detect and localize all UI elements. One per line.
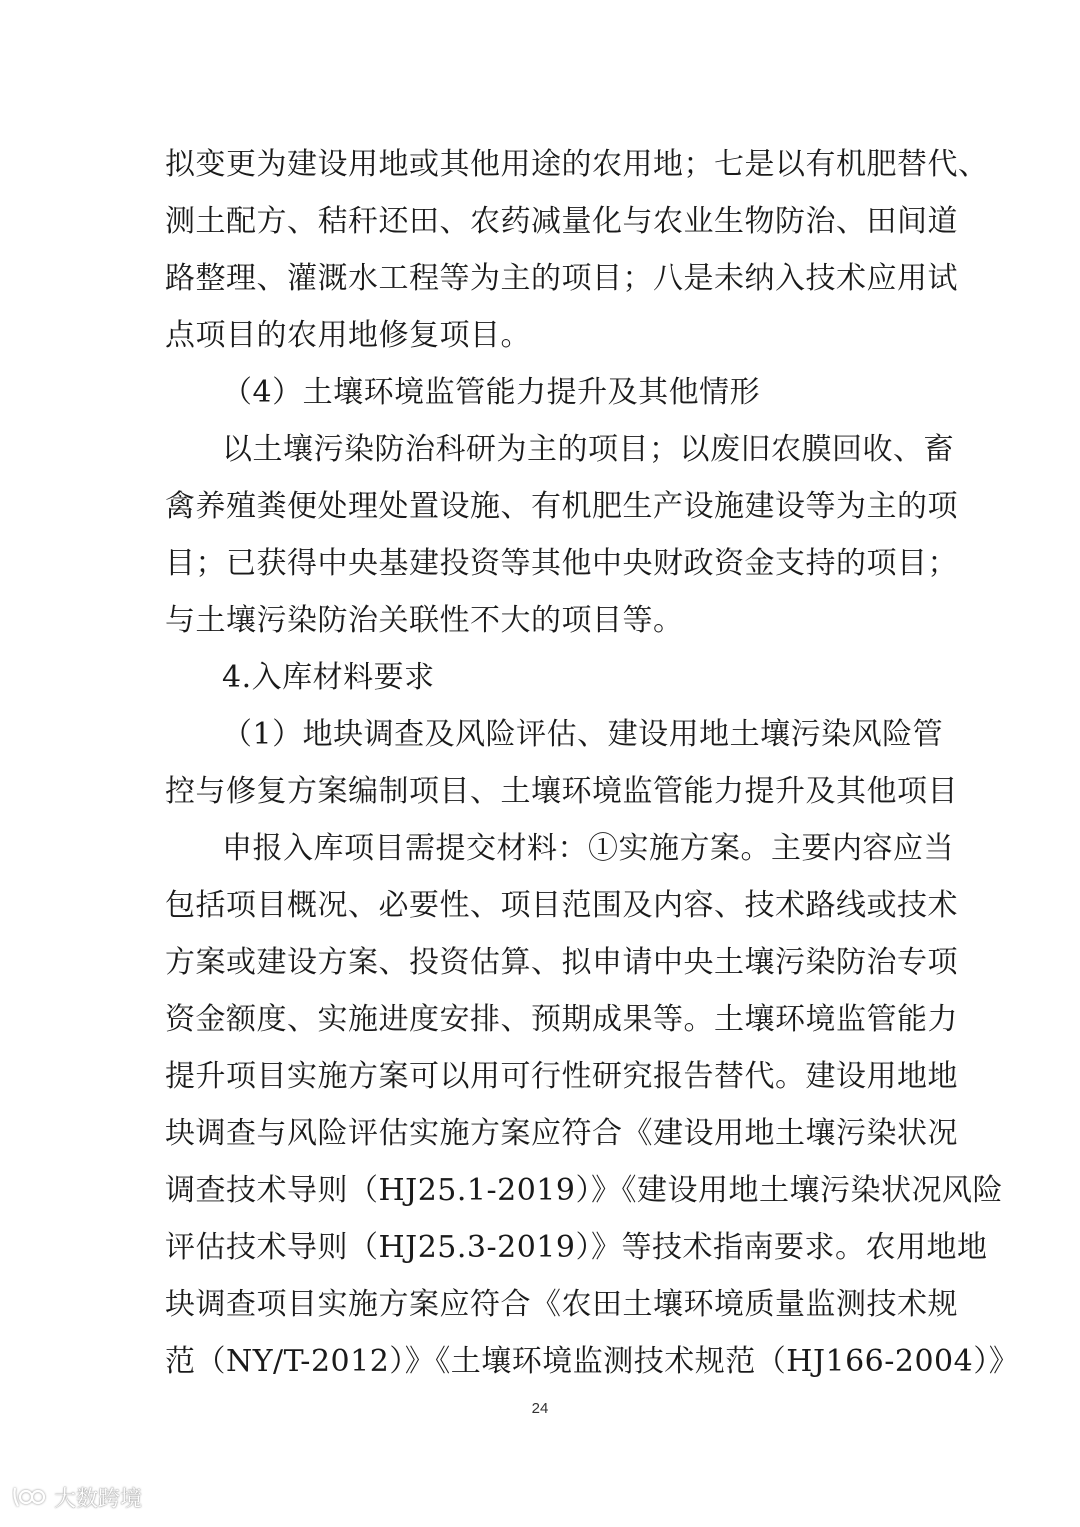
watermark bbox=[12, 1480, 142, 1514]
text-line: 目；已获得中央基建投资等其他中央财政资金支持的项目； bbox=[165, 546, 958, 581]
section-heading: （4）土壤环境监管能力提升及其他情形 bbox=[222, 375, 761, 410]
text-line: 以土壤污染防治科研为主的项目；以废旧农膜回收、畜 bbox=[222, 432, 954, 467]
text-line: 点项目的农用地修复项目。 bbox=[165, 318, 531, 353]
text-line: 评估技术导则（HJ25.3-2019）》等技术指南要求。农用地地 bbox=[165, 1230, 988, 1265]
brand-logo-icon bbox=[12, 1482, 48, 1512]
text-line: 范（NY/T-2012）》《土壤环境监测技术规范（HJ166-2004）》 bbox=[165, 1344, 1020, 1379]
text-line: 调查技术导则（HJ25.1-2019）》《建设用地土壤污染状况风险 bbox=[165, 1173, 1003, 1208]
text-line: 拟变更为建设用地或其他用途的农用地；七是以有机肥替代、 bbox=[165, 147, 989, 182]
text-line: 禽养殖粪便处理处置设施、有机肥生产设施建设等为主的项 bbox=[165, 489, 958, 524]
text-line: 路整理、灌溉水工程等为主的项目；八是未纳入技术应用试 bbox=[165, 261, 958, 296]
text-line: 包括项目概况、必要性、项目范围及内容、技术路线或技术 bbox=[165, 888, 958, 923]
text-line: 控与修复方案编制项目、土壤环境监管能力提升及其他项目 bbox=[165, 774, 958, 809]
text-line: 提升项目实施方案可以用可行性研究报告替代。建设用地地 bbox=[165, 1059, 958, 1094]
section-heading: 4.入库材料要求 bbox=[222, 660, 435, 695]
text-line: 测土配方、秸秆还田、农药减量化与农业生物防治、田间道 bbox=[165, 204, 958, 239]
subsection-heading: （1）地块调查及风险评估、建设用地土壤污染风险管 bbox=[222, 717, 944, 752]
page-number: 24 bbox=[531, 1400, 549, 1417]
text-line: 与土壤污染防治关联性不大的项目等。 bbox=[165, 603, 684, 638]
text-line: 块调查与风险评估实施方案应符合《建设用地土壤污染状况 bbox=[165, 1116, 958, 1151]
text-line: 资金额度、实施进度安排、预期成果等。土壤环境监管能力 bbox=[165, 1002, 958, 1037]
watermark-text: 大数跨境 bbox=[54, 1486, 143, 1512]
text-line: 申报入库项目需提交材料：①实施方案。主要内容应当 bbox=[222, 831, 954, 866]
text-line: 方案或建设方案、投资估算、拟申请中央土壤污染防治专项 bbox=[165, 945, 958, 980]
text-line: 块调查项目实施方案应符合《农田土壤环境质量监测技术规 bbox=[165, 1287, 958, 1322]
